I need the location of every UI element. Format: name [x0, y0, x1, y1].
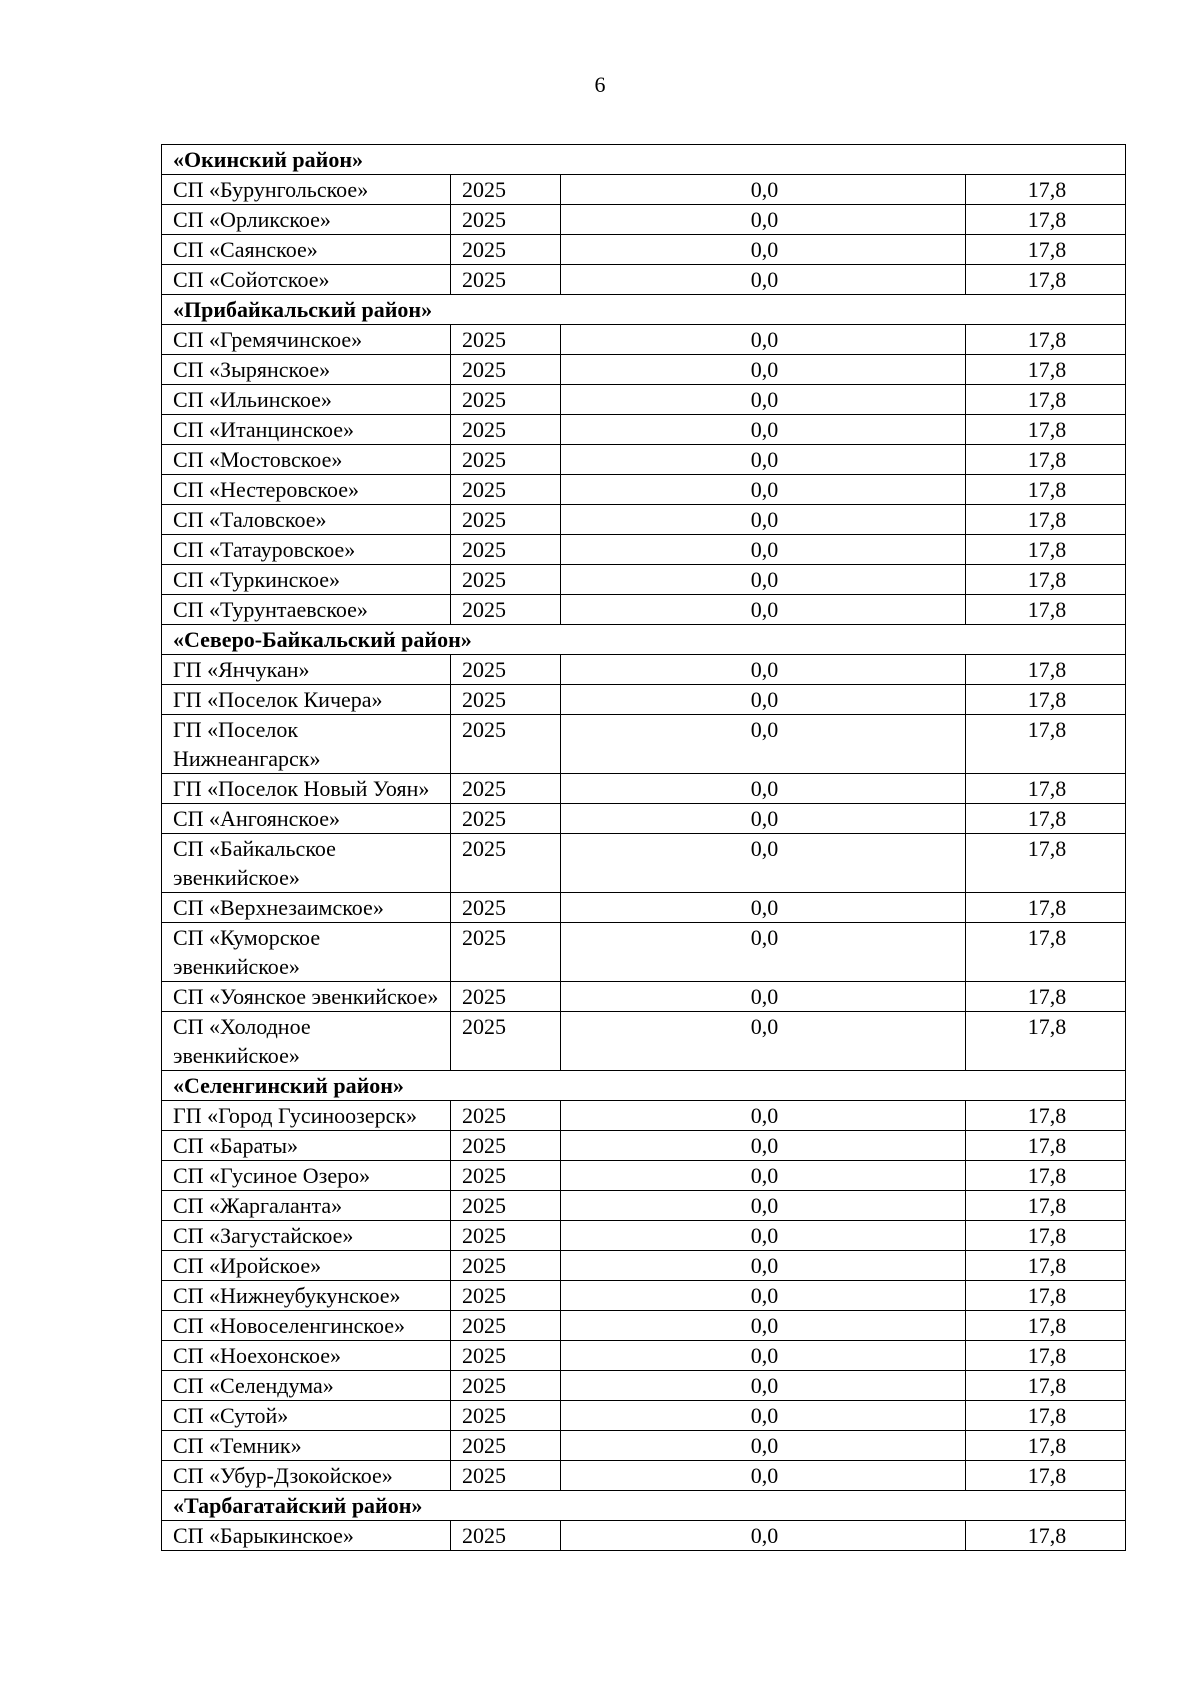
- table-row: [162, 893, 1126, 923]
- settlement-name-cell: СП «Итанцинское»: [162, 415, 451, 445]
- year-cell: 2025: [451, 923, 561, 982]
- year-cell: 2025: [451, 982, 561, 1012]
- year-cell: 2025: [451, 175, 561, 205]
- year-cell: 2025: [451, 265, 561, 295]
- settlement-name-cell: СП «Гусиное Озеро»: [162, 1161, 451, 1191]
- year-cell: 2025: [451, 804, 561, 834]
- year-cell: 2025: [451, 235, 561, 265]
- settlement-name-cell: СП «Саянское»: [162, 235, 451, 265]
- value-2-cell: 17,8: [966, 1341, 1126, 1371]
- section-title: «Селенгинский район»: [162, 1071, 1126, 1101]
- year-cell: 2025: [451, 565, 561, 595]
- settlement-name-cell: ГП «Поселок Нижнеангарск»: [162, 715, 451, 774]
- value-2-cell: 17,8: [966, 1281, 1126, 1311]
- table-row: [162, 923, 1126, 982]
- value-1-cell: 0,0: [561, 235, 966, 265]
- year-cell: 2025: [451, 685, 561, 715]
- value-1-cell: 0,0: [561, 445, 966, 475]
- value-2-cell: 17,8: [966, 445, 1126, 475]
- table-row: [162, 1191, 1126, 1221]
- value-1-cell: 0,0: [561, 655, 966, 685]
- year-cell: 2025: [451, 1371, 561, 1401]
- value-1-cell: 0,0: [561, 415, 966, 445]
- value-1-cell: 0,0: [561, 1101, 966, 1131]
- settlement-name-cell: СП «Уоянское эвенкийское»: [162, 982, 451, 1012]
- table-row: [162, 1431, 1126, 1461]
- value-1-cell: 0,0: [561, 1461, 966, 1491]
- value-1-cell: 0,0: [561, 1311, 966, 1341]
- settlement-name-cell: СП «Ноехонское»: [162, 1341, 451, 1371]
- table-row: [162, 175, 1126, 205]
- table-row: [162, 1521, 1126, 1551]
- value-1-cell: 0,0: [561, 804, 966, 834]
- value-2-cell: 17,8: [966, 1101, 1126, 1131]
- value-2-cell: 17,8: [966, 804, 1126, 834]
- year-cell: 2025: [451, 415, 561, 445]
- settlement-name-cell: СП «Бараты»: [162, 1131, 451, 1161]
- year-cell: 2025: [451, 325, 561, 355]
- year-cell: 2025: [451, 1251, 561, 1281]
- year-cell: 2025: [451, 1461, 561, 1491]
- table-row: [162, 385, 1126, 415]
- value-2-cell: 17,8: [966, 415, 1126, 445]
- value-2-cell: 17,8: [966, 235, 1126, 265]
- table-row: [162, 1161, 1126, 1191]
- table-row: [162, 1012, 1126, 1071]
- value-1-cell: 0,0: [561, 834, 966, 893]
- settlement-name-cell: СП «Иройское»: [162, 1251, 451, 1281]
- value-2-cell: 17,8: [966, 1012, 1126, 1071]
- year-cell: 2025: [451, 205, 561, 235]
- table-row: [162, 595, 1126, 625]
- year-cell: 2025: [451, 715, 561, 774]
- settlement-name-cell: СП «Новоселенгинское»: [162, 1311, 451, 1341]
- settlement-name-cell: СП «Куморское эвенкийское»: [162, 923, 451, 982]
- value-1-cell: 0,0: [561, 1371, 966, 1401]
- value-2-cell: 17,8: [966, 1221, 1126, 1251]
- year-cell: 2025: [451, 1161, 561, 1191]
- value-2-cell: 17,8: [966, 834, 1126, 893]
- section-header-row: [162, 1491, 1126, 1521]
- value-1-cell: 0,0: [561, 1431, 966, 1461]
- year-cell: 2025: [451, 475, 561, 505]
- year-cell: 2025: [451, 1221, 561, 1251]
- value-2-cell: 17,8: [966, 982, 1126, 1012]
- settlement-name-cell: СП «Турунтаевское»: [162, 595, 451, 625]
- value-1-cell: 0,0: [561, 685, 966, 715]
- value-1-cell: 0,0: [561, 1341, 966, 1371]
- settlement-name-cell: СП «Жаргаланта»: [162, 1191, 451, 1221]
- settlements-table: [161, 144, 1126, 1551]
- table-row: [162, 1311, 1126, 1341]
- section-header-row: [162, 145, 1126, 175]
- value-1-cell: 0,0: [561, 923, 966, 982]
- table-body: [162, 145, 1126, 1551]
- settlement-name-cell: СП «Таловское»: [162, 505, 451, 535]
- year-cell: 2025: [451, 445, 561, 475]
- value-1-cell: 0,0: [561, 205, 966, 235]
- section-title: «Прибайкальский район»: [162, 295, 1126, 325]
- value-1-cell: 0,0: [561, 982, 966, 1012]
- settlement-name-cell: СП «Холодное эвенкийское»: [162, 1012, 451, 1071]
- table-row: [162, 535, 1126, 565]
- year-cell: 2025: [451, 1131, 561, 1161]
- value-2-cell: 17,8: [966, 893, 1126, 923]
- value-1-cell: 0,0: [561, 565, 966, 595]
- table-row: [162, 982, 1126, 1012]
- value-1-cell: 0,0: [561, 385, 966, 415]
- settlement-name-cell: СП «Сутой»: [162, 1401, 451, 1431]
- year-cell: 2025: [451, 1191, 561, 1221]
- section-title: «Северо-Байкальский район»: [162, 625, 1126, 655]
- value-1-cell: 0,0: [561, 325, 966, 355]
- value-2-cell: 17,8: [966, 923, 1126, 982]
- table-row: [162, 505, 1126, 535]
- table-row: [162, 1131, 1126, 1161]
- settlement-name-cell: СП «Ангоянское»: [162, 804, 451, 834]
- settlement-name-cell: СП «Верхнезаимское»: [162, 893, 451, 923]
- table-row: [162, 804, 1126, 834]
- value-2-cell: 17,8: [966, 1311, 1126, 1341]
- value-2-cell: 17,8: [966, 475, 1126, 505]
- value-1-cell: 0,0: [561, 1521, 966, 1551]
- value-1-cell: 0,0: [561, 1131, 966, 1161]
- value-2-cell: 17,8: [966, 265, 1126, 295]
- value-2-cell: 17,8: [966, 655, 1126, 685]
- settlement-name-cell: ГП «Поселок Кичера»: [162, 685, 451, 715]
- table-row: [162, 1251, 1126, 1281]
- table-row: [162, 1401, 1126, 1431]
- settlement-name-cell: СП «Нестеровское»: [162, 475, 451, 505]
- value-2-cell: 17,8: [966, 355, 1126, 385]
- table-row: [162, 834, 1126, 893]
- value-2-cell: 17,8: [966, 505, 1126, 535]
- settlement-name-cell: СП «Убур-Дзокойское»: [162, 1461, 451, 1491]
- table-row: [162, 475, 1126, 505]
- value-1-cell: 0,0: [561, 265, 966, 295]
- value-1-cell: 0,0: [561, 535, 966, 565]
- value-2-cell: 17,8: [966, 774, 1126, 804]
- settlement-name-cell: СП «Темник»: [162, 1431, 451, 1461]
- year-cell: 2025: [451, 1281, 561, 1311]
- settlement-name-cell: СП «Байкальское эвенкийское»: [162, 834, 451, 893]
- table-row: [162, 445, 1126, 475]
- value-2-cell: 17,8: [966, 1251, 1126, 1281]
- settlement-name-cell: ГП «Город Гусиноозерск»: [162, 1101, 451, 1131]
- value-2-cell: 17,8: [966, 1521, 1126, 1551]
- section-header-row: [162, 295, 1126, 325]
- year-cell: 2025: [451, 1431, 561, 1461]
- table-row: [162, 1281, 1126, 1311]
- table-row: [162, 355, 1126, 385]
- value-1-cell: 0,0: [561, 475, 966, 505]
- settlement-name-cell: СП «Орликское»: [162, 205, 451, 235]
- settlement-name-cell: СП «Туркинское»: [162, 565, 451, 595]
- table-row: [162, 715, 1126, 774]
- value-2-cell: 17,8: [966, 1191, 1126, 1221]
- settlement-name-cell: ГП «Поселок Новый Уоян»: [162, 774, 451, 804]
- value-2-cell: 17,8: [966, 175, 1126, 205]
- value-2-cell: 17,8: [966, 715, 1126, 774]
- value-2-cell: 17,8: [966, 205, 1126, 235]
- year-cell: 2025: [451, 355, 561, 385]
- settlement-name-cell: СП «Гремячинское»: [162, 325, 451, 355]
- value-2-cell: 17,8: [966, 565, 1126, 595]
- table-row: [162, 1371, 1126, 1401]
- year-cell: 2025: [451, 1341, 561, 1371]
- year-cell: 2025: [451, 834, 561, 893]
- table-row: [162, 774, 1126, 804]
- value-1-cell: 0,0: [561, 1281, 966, 1311]
- value-1-cell: 0,0: [561, 175, 966, 205]
- value-1-cell: 0,0: [561, 1401, 966, 1431]
- value-2-cell: 17,8: [966, 1371, 1126, 1401]
- value-2-cell: 17,8: [966, 1401, 1126, 1431]
- value-1-cell: 0,0: [561, 893, 966, 923]
- page-number: 6: [594, 72, 606, 97]
- section-title: «Тарбагатайский район»: [162, 1491, 1126, 1521]
- table-row: [162, 325, 1126, 355]
- table-row: [162, 655, 1126, 685]
- table-row: [162, 685, 1126, 715]
- settlement-name-cell: СП «Нижнеубукунское»: [162, 1281, 451, 1311]
- table-row: [162, 265, 1126, 295]
- value-2-cell: 17,8: [966, 685, 1126, 715]
- year-cell: 2025: [451, 774, 561, 804]
- year-cell: 2025: [451, 1401, 561, 1431]
- table-row: [162, 205, 1126, 235]
- section-header-row: [162, 625, 1126, 655]
- settlement-name-cell: ГП «Янчукан»: [162, 655, 451, 685]
- value-2-cell: 17,8: [966, 1161, 1126, 1191]
- year-cell: 2025: [451, 1521, 561, 1551]
- settlement-name-cell: СП «Селендума»: [162, 1371, 451, 1401]
- value-1-cell: 0,0: [561, 1191, 966, 1221]
- table-row: [162, 565, 1126, 595]
- value-1-cell: 0,0: [561, 505, 966, 535]
- value-1-cell: 0,0: [561, 1161, 966, 1191]
- year-cell: 2025: [451, 535, 561, 565]
- section-header-row: [162, 1071, 1126, 1101]
- value-2-cell: 17,8: [966, 325, 1126, 355]
- table-row: [162, 1461, 1126, 1491]
- year-cell: 2025: [451, 655, 561, 685]
- value-1-cell: 0,0: [561, 1251, 966, 1281]
- value-1-cell: 0,0: [561, 1012, 966, 1071]
- value-1-cell: 0,0: [561, 774, 966, 804]
- value-1-cell: 0,0: [561, 355, 966, 385]
- year-cell: 2025: [451, 1311, 561, 1341]
- value-1-cell: 0,0: [561, 595, 966, 625]
- year-cell: 2025: [451, 385, 561, 415]
- settlement-name-cell: СП «Зырянское»: [162, 355, 451, 385]
- settlement-name-cell: СП «Ильинское»: [162, 385, 451, 415]
- year-cell: 2025: [451, 505, 561, 535]
- section-title: «Окинский район»: [162, 145, 1126, 175]
- settlement-name-cell: СП «Барыкинское»: [162, 1521, 451, 1551]
- settlement-name-cell: СП «Загустайское»: [162, 1221, 451, 1251]
- settlement-name-cell: СП «Бурунгольское»: [162, 175, 451, 205]
- settlement-name-cell: СП «Мостовское»: [162, 445, 451, 475]
- value-2-cell: 17,8: [966, 535, 1126, 565]
- value-2-cell: 17,8: [966, 1131, 1126, 1161]
- value-2-cell: 17,8: [966, 1461, 1126, 1491]
- year-cell: 2025: [451, 595, 561, 625]
- value-2-cell: 17,8: [966, 385, 1126, 415]
- table-row: [162, 1101, 1126, 1131]
- table-row: [162, 1341, 1126, 1371]
- year-cell: 2025: [451, 1012, 561, 1071]
- table-row: [162, 235, 1126, 265]
- value-1-cell: 0,0: [561, 1221, 966, 1251]
- year-cell: 2025: [451, 1101, 561, 1131]
- settlement-name-cell: СП «Татауровское»: [162, 535, 451, 565]
- settlement-name-cell: СП «Сойотское»: [162, 265, 451, 295]
- value-1-cell: 0,0: [561, 715, 966, 774]
- value-2-cell: 17,8: [966, 595, 1126, 625]
- table-row: [162, 415, 1126, 445]
- year-cell: 2025: [451, 893, 561, 923]
- value-2-cell: 17,8: [966, 1431, 1126, 1461]
- table-row: [162, 1221, 1126, 1251]
